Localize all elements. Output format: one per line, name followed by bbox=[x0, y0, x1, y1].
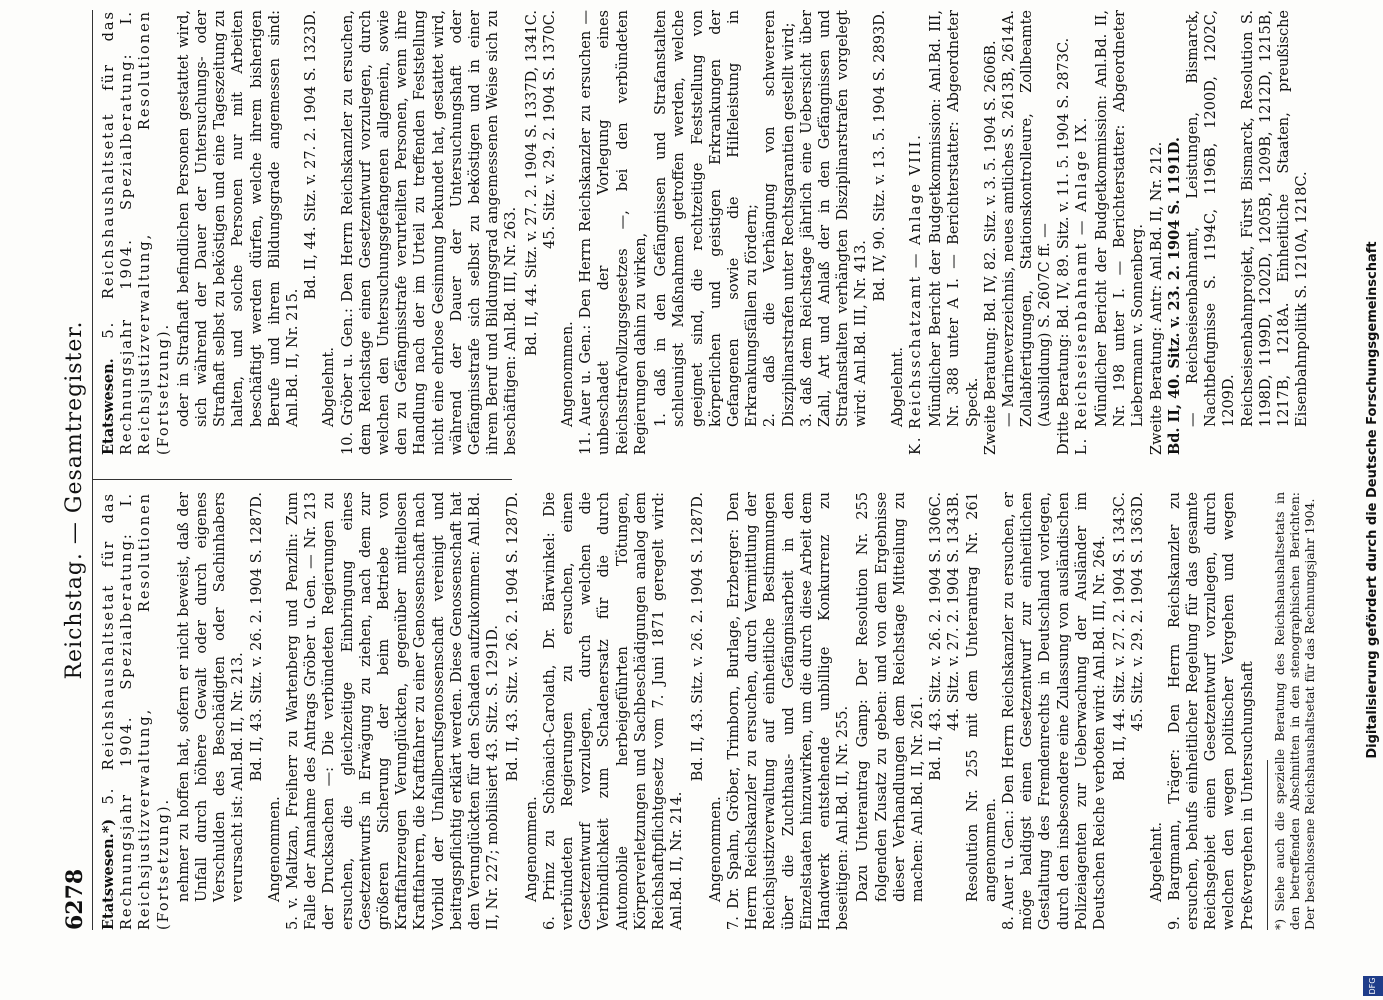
item-11-result: Abgelehnt. bbox=[889, 347, 906, 427]
section-k-bullet: — Marineverzeichnis, neues amtliches S. 2613B, 2614A. Zollabfertigungen, Stationskontrolleure, Zollbeamte (Ausbildung) S. 2607C ff. — bbox=[1000, 10, 1054, 427]
item-7-ref-2: 44. Sitz. v. 27. 2. 1904 S. 1343B. bbox=[946, 492, 963, 732]
section-l-second: Zweite Beratung: Antr: Anl.Bd. II, Nr. 212. bbox=[1148, 141, 1165, 455]
item-5: 5. v. Maltzan, Freiherr zu Wartenberg und Penzlin: Zum Falle der Annahme des Antrags Gröber u. Gen. — Nr. 213 der Drucksachen —: Die verbündeten Regierungen zu ersuchen, die gleichzeitige Einbringung eines Gesetzentwurfs in Erwägung zu ziehen, nach dem zur größeren Sicherung der beim Betriebe von Kraftfahrzeugen Verunglückten, gegenüber mittellosen Kraftfahrern, die Kraftfahrer zu einer Genossenschaft nach Vorbild der Unfallberufsgenossenschaft vereinigt und beitragspflichtig erklärt werden. Diese Genossenschaft hat den Verunglückten für den Schaden aufzukommen: Anl.Bd. II, Nr. 227; mobilisiert 43. Sitz. S. 1291D. bbox=[285, 492, 502, 930]
left-cont: nehmer zu hoffen hat, sofern er nicht beweist, daß der Unfall durch höhere Gewalt oder durch eigenes Verschulden des Beschädigten oder Sachinhabers verursacht ist: Anl.Bd. II, Nr. 213. bbox=[175, 492, 247, 902]
section-k-heading: K. Reichsschatzamt — Anlage VIII. bbox=[907, 133, 924, 455]
item-11-2: 2. daß die Verhängung von schwereren Disziplinarstrafen unter Rechtsgarantien gestellt wird; bbox=[762, 10, 797, 427]
left-column bbox=[100, 492, 1317, 930]
item-5-ref: Bd. II, 43. Sitz. v. 26. 2. 1904 S. 1287D. bbox=[505, 492, 522, 782]
left-heading-rest: 5. Reichshaushaltsetat für das Rechnungsjahr 1904. Spezialberatung: I. Reichsjustizverwaltung, Resolutionen (Fortsetzung). bbox=[101, 492, 172, 930]
right-column bbox=[100, 10, 1311, 455]
item-6-result: Angenommen. bbox=[707, 796, 724, 902]
section-l-text: Mündlicher Bericht der Budgetkommission: Anl.Bd. II, Nr. 198 unter I. — Berichterstatter: Abgeordneter Liebermann v. Sonnenberg. bbox=[1093, 10, 1147, 427]
right-cont: oder in Strafhaft befindlichen Personen gestattet wird, sich während der Dauer der Untersuchungs- oder Strafhaft selbst zu beköstigen und eine Tageszeitung zu halten, und solche Personen nur mit Arbeiten beschäftigt werden dürfen, welche ihrem bisherigen Berufe und ihrem Bildungsgrade angemessen sind: Anl.Bd. II, Nr. 215. bbox=[175, 10, 302, 427]
item-10-ref-1: Bd. II, 44. Sitz. v. 27. 2. 1904 S. 1337D, 1341C. bbox=[523, 10, 540, 357]
item-11: 11. Auer u. Gen.: Den Herrn Reichskanzler zu ersuchen — unbeschadet der Vorlegung eines Reichsstrafvollzugsgesetzes —, bei den verbündeten Regierungen dahin zu wirken, bbox=[578, 10, 649, 455]
left-cont-ref: Bd. II, 43. Sitz. v. 26. 2. 1904 S. 1287D. bbox=[248, 492, 265, 782]
item-11-1: 1. daß in den Gefängnissen und Strafanstalten schleunigst Maßnahmen getroffen werden, welche geeignet sind, die rechtzeitige Feststellung von körperlichen und geistigen Erkrankungen der Gefangenen sowie die Hilfeleistung in Erkrankungsfällen zu fördern; bbox=[653, 10, 761, 427]
item-8: 8. Auer u. Gen.: Den Herrn Reichskanzler zu ersuchen, er möge baldigst einen Gesetzentwurf zur einheitlichen Gestaltung des Fremdenrechts in Deutschland vorlegen, durch den insbesondere eine Zulassung von ausländischen Polizeiagenten zur Ueberwachung der Ausländer im Deutschen Reiche verboten wird: Anl.Bd. III, Nr. 264. bbox=[1000, 492, 1108, 930]
item-11-3: 3. daß dem Reichstage jährlich eine Uebersicht über Zahl, Art und Anlaß der in den Gefängnissen und Strafanstalten verhängten Disziplinarstrafen vorgelegt wird: Anl.Bd. III, Nr. 413. bbox=[798, 10, 870, 427]
item-10-ref-2: 45. Sitz. v. 29. 2. 1904 S. 1370C. bbox=[541, 10, 558, 249]
digitization-credit bbox=[1363, 0, 1383, 1000]
item-7-ref-1: Bd. II, 43. Sitz. v. 26. 2. 1904 S. 1306C. bbox=[928, 492, 945, 781]
section-k-third: Dritte Beratung: Bd. IV, 89. Sitz. v. 11. 5. 1904 S. 2873C. bbox=[1055, 37, 1072, 455]
credit-text: Digitalisierung gefördert durch die Deutsche Forschungsgemeinschaft bbox=[1365, 241, 1380, 759]
item-7-sub: Dazu Unterantrag Gamp: Der Resolution Nr. 255 folgenden Zusatz zu geben: und von dem Ergebnisse dieser Verhandlungen dem Reichstage Mitteilung zu machen: Anl.Bd. II, Nr. 261. bbox=[855, 492, 926, 902]
item-8-ref-2: 45. Sitz. v. 29. 2. 1904 S. 1363D. bbox=[1130, 492, 1147, 732]
item-10-result: Angenommen. bbox=[560, 321, 577, 427]
dfg-logo: DFG bbox=[1363, 976, 1383, 996]
footnote: *) Siehe auch die spezielle Beratung des Reichshaushaltsetats in den betreffenden Abschnitten in den stenographischen Berichten: Der beschlossene Reichshaushaltsetat für das Rechnungsjahr 1904. bbox=[1271, 492, 1317, 930]
item-8-result: Abgelehnt. bbox=[1148, 822, 1165, 902]
item-10: 10. Gröber u. Gen.: Den Herrn Reichskanzler zu ersuchen, dem Reichstage einen Gesetzentwurf vorzulegen, durch welchen den Untersuchungsgefangenen allgemein, sowie den zu Gefängnisstrafe verurteilten Personen, wenn ihre Handlung nach der im Urteil zu treffenden Feststellung nicht eine ehrlose Gesinnung bekundet hat, gestattet wird, während der Dauer der Untersuchungshaft oder Gefängnisstrafe sich selbst zu beköstigen und in einer ihrem Beruf und Bildungsgrad angemessenen Weise sich zu beschäftigen: Anl.Bd. III, Nr. 263. bbox=[339, 10, 520, 455]
section-l-heading: L. Reichseisenbahnamt — Anlage IX. bbox=[1073, 115, 1090, 455]
item-9: 9. Bargmann, Träger: Den Herrn Reichskanzler zu ersuchen, behufs einheitlicher Regelung für das gesamte Reichsgebiet einen Gesetzentwurf vorzulegen, durch welchen den wegen politischer Vergehen und wegen Preßvergehen in Untersuchungshaft bbox=[1166, 492, 1256, 930]
section-k-second: Zweite Beratung: Bd. IV, 82. Sitz. v. 3. 5. 1904 S. 2606B. bbox=[982, 40, 999, 455]
section-l-bullet: — Reichseisenbahnamt, Leistungen, Bismarck, Nachtbefugnisse S. 1194C, 1196B, 1200D, 1202C, 1209D. bbox=[1184, 10, 1238, 427]
item-5-result: Angenommen. bbox=[523, 796, 540, 902]
left-cont-result: Angenommen. bbox=[266, 796, 283, 902]
right-heading-rest: 5. Reichshaushaltsetat für das Rechnungsjahr 1904. Spezialberatung: I. Reichsjustizverwaltung, Resolutionen (Fortsetzung). bbox=[101, 10, 172, 455]
page-header bbox=[62, 70, 96, 930]
right-cont-ref: Bd. II, 44. Sitz. v. 27. 2. 1904 S. 1323D. bbox=[303, 10, 320, 300]
header-rule bbox=[92, 10, 93, 930]
item-7-result: Resolution Nr. 255 mit dem Unterantrag Nr. 261 angenommen. bbox=[964, 492, 999, 902]
running-head: Reichstag. — Gesamtregister. bbox=[62, 320, 87, 680]
section-k-text: Mündlicher Bericht der Budgetkommission: Anl.Bd. III, Nr. 388 unter A I. — Berichterstatter: Abgeordneter Speck. bbox=[928, 10, 981, 427]
item-8-ref-1: Bd. II, 44. Sitz. v. 27. 2. 1904 S. 1343C. bbox=[1112, 492, 1129, 781]
right-cont-result: Abgelehnt. bbox=[321, 347, 338, 427]
page-number: 6278 bbox=[62, 868, 88, 930]
section-l-ref: Bd. II, 40. Sitz. v. 23. 2. 1904 S. 1191D. bbox=[1165, 137, 1183, 455]
item-11-ref: Bd. IV, 90. Sitz. v. 13. 5. 1904 S. 2893D. bbox=[871, 10, 888, 302]
item-6-ref: Bd. II, 43. Sitz. v. 26. 2. 1904 S. 1287D. bbox=[689, 492, 706, 782]
left-heading: Etatswesen.*) bbox=[100, 818, 117, 930]
column-divider bbox=[92, 479, 512, 480]
item-7: 7. Dr. Spahn, Gröber, Trimborn, Burlage, Erzberger: Den Herrn Reichskanzler zu ersuchen, durch Vermittlung der Reichsjustizverwaltung auf einheitliche Bestimmungen über die Zuchthaus- und Gefängnisarbeit in den Einzelstaaten hinzuwirken, um die durch diese Arbeit dem Handwerk entstehende unbillige Konkurrenz zu beseitigen: Anl.Bd. II, Nr. 255. bbox=[725, 492, 852, 930]
section-l-bullet-2: Reichseisenbahnprojekt, Fürst Bismarck, Resolution S. 1198D, 1199D, 1202D, 1205B, 1209B, 1212D, 1215B, 1217B, 1218A. Einheitliche Staaten, preußische Eisenbahnpolitik S. 1210A, 1218C. bbox=[1239, 10, 1311, 427]
right-heading: Etatswesen. bbox=[100, 358, 117, 455]
item-6: 6. Prinz zu Schönaich-Carolath, Dr. Bärwinkel: Die verbündeten Regierungen zu ersuchen, einen Gesetzentwurf vorzulegen, durch welchen die Verbindlichkeit zum Schadenersatz für die durch Automobile herbeigeführten Tötungen, Körperverletzungen und Sachbeschädigungen analog dem Reichshaftpflichtgesetz vom 7. Juni 1871 geregelt wird: Anl.Bd. II, Nr. 214. bbox=[541, 492, 686, 930]
